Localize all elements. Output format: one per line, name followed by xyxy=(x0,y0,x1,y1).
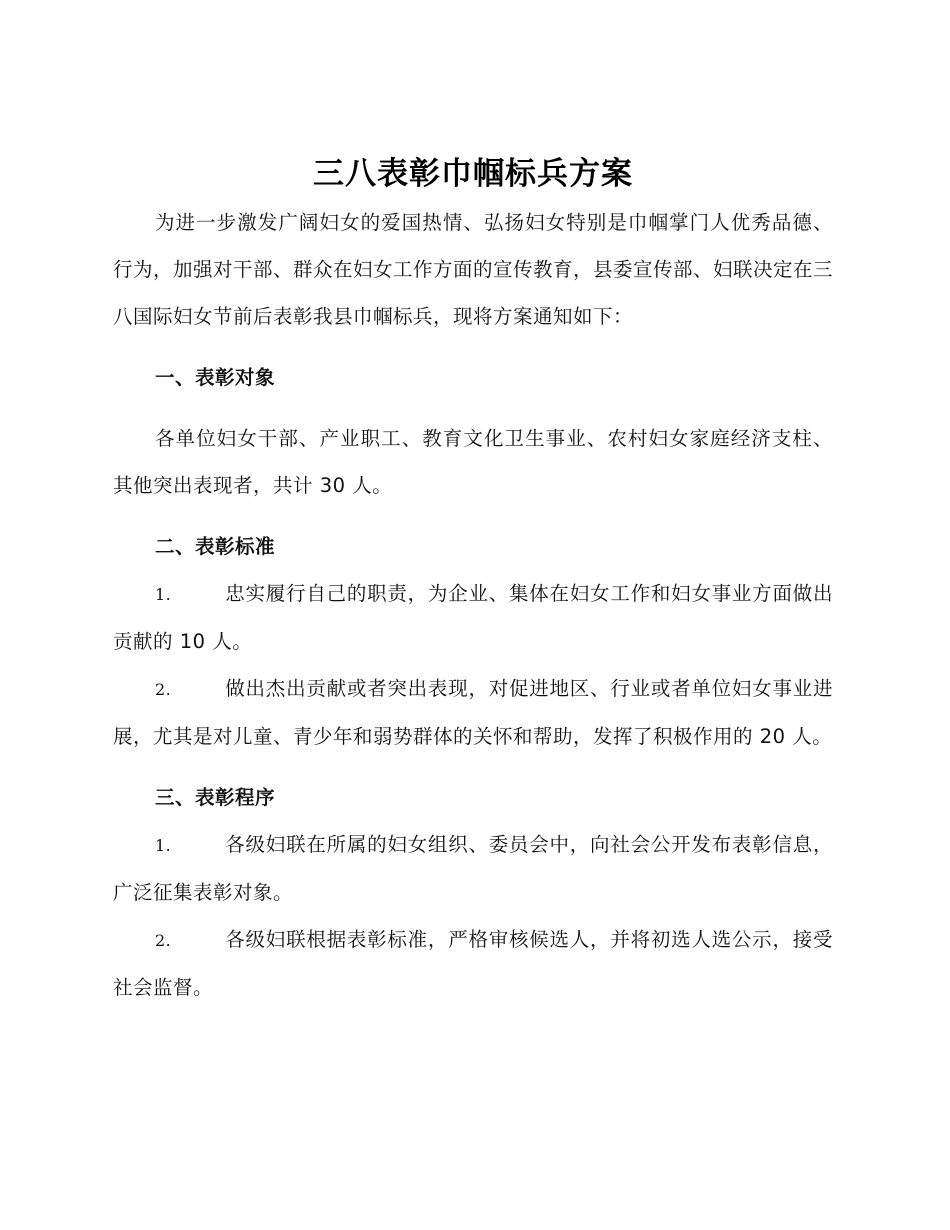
criteria-item xyxy=(113,665,833,760)
section-heading-targets: 一、表彰对象 xyxy=(155,366,276,389)
item-text: 忠实履行自己的职责，为企业、集体在妇女工作和妇女事业方面做出贡献的 10 人。 xyxy=(113,582,833,653)
item-text: 各级妇联根据表彰标准，严格审核候选人，并将初选人选公示，接受社会监督。 xyxy=(113,928,833,999)
section-heading-procedure: 三、表彰程序 xyxy=(155,786,276,809)
item-text: 做出杰出贡献或者突出表现，对促进地区、行业或者单位妇女事业进展，尤其是对儿童、青少年和弱势群体的关怀和帮助，发挥了积极作用的 20 人。 xyxy=(113,677,833,748)
item-number: 2. xyxy=(155,680,172,699)
intro-paragraph: 为进一步激发广阔妇女的爱国热情、弘扬妇女特别是巾帼掌门人优秀品德、行为，加强对干部、群众在妇女工作方面的宣传教育，县委宣传部、妇联决定在三八国际妇女节前后表彰我县巾帼标兵，现将方案通知如下： xyxy=(113,211,834,328)
item-text: 各级妇联在所属的妇女组织、委员会中，向社会公开发布表彰信息，广泛征集表彰对象。 xyxy=(113,833,833,904)
document-content xyxy=(113,150,833,1011)
item-number: 2. xyxy=(155,931,172,950)
item-number: 1. xyxy=(155,836,172,855)
criteria-item xyxy=(113,570,833,665)
targets-paragraph: 各单位妇女干部、产业职工、教育文化卫生事业、农村妇女家庭经济支柱、其他突出表现者，共计 30 人。 xyxy=(113,427,833,497)
procedure-item xyxy=(113,916,833,1011)
document-title: 三八表彰巾帼标兵方案 xyxy=(313,156,633,192)
section-heading-criteria: 二、表彰标准 xyxy=(155,535,276,558)
procedure-item xyxy=(113,821,833,916)
item-number: 1. xyxy=(155,585,172,604)
